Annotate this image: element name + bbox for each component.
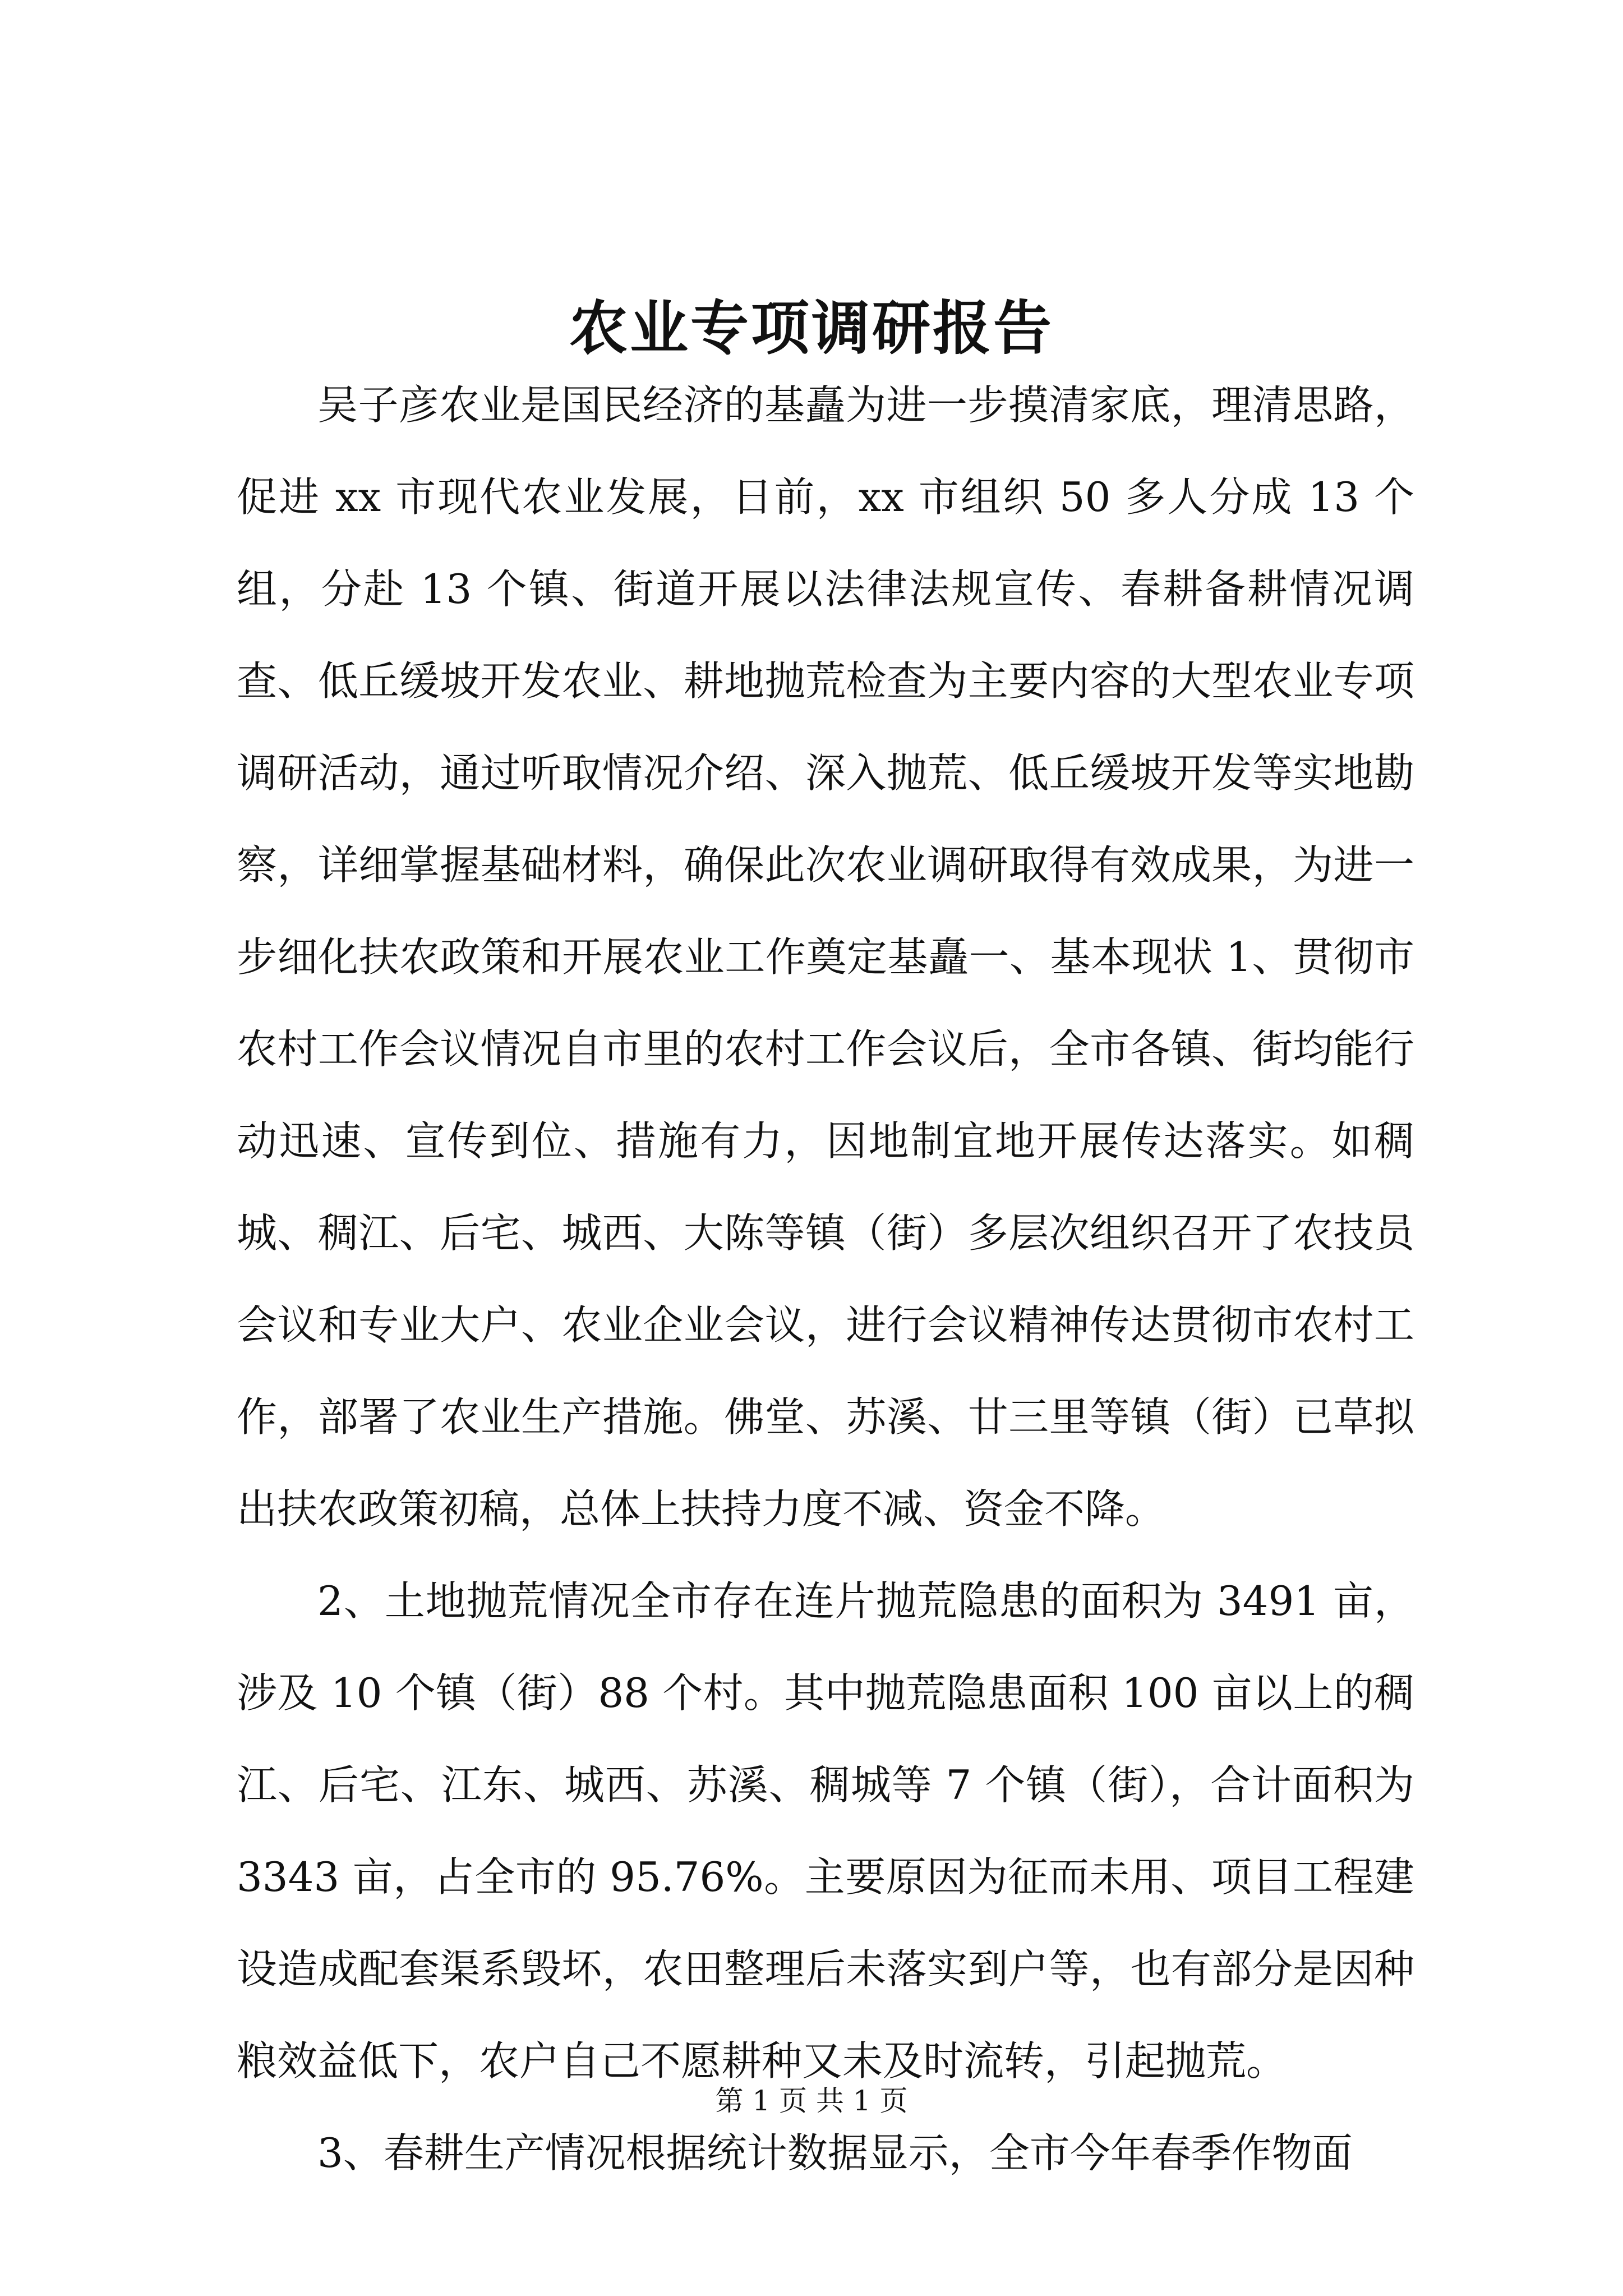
page-footer: 第 1 页 共 1 页: [715, 2085, 908, 2117]
document-body: [237, 359, 1414, 2199]
paragraph-intro: 吴子彦农业是国民经济的基矗为进一步摸清家底，理清思路，促进 xx 市现代农业发展，日前，xx 市组织 50 多人分成 13 个组，分赴 13 个镇、街道开展以法律法规宣传、春耕备耕情况调查、低丘缓坡开发农业、耕地抛荒检查为主要内容的大型农业专项调研活动，通过听取情况介绍、深入抛荒、低丘缓坡开发等实地勘察，详细掌握基础材料，确保此次农业调研取得有效成果，为进一步细化扶农政策和开展农业工作奠定基矗一、基本现状 1、贯彻市农村工作会议情况自市里的农村工作会议后，全市各镇、街均能行动迅速、宣传到位、措施有力，因地制宜地开展传达落实。如稠城、稠江、后宅、城西、大陈等镇（街）多层次组织召开了农技员会议和专业大户、农业企业会议，进行会议精神传达贯彻市农村工作，部署了农业生产措施。佛堂、苏溪、廿三里等镇（街）已草拟出扶农政策初稿，总体上扶持力度不减、资金不降。: [237, 381, 1414, 1533]
page-title: 农业专项调研报告: [569, 293, 1054, 362]
paragraph-land-abandonment: 2、土地抛荒情况全市存在连片抛荒隐患的面积为 3491 亩，涉及 10 个镇（街）88 个村。其中抛荒隐患面积 100 亩以上的稠江、后宅、江东、城西、苏溪、稠城等 7 个镇（街），合计面积为 3343 亩，占全市的 95.76%。主要原因为征而未用、项目工程建设造成配套渠系毁坏，农田整理后未落实到户等，也有部分是因种粮效益低下，农户自己不愿耕种又未及时流转，引起抛荒。: [237, 1577, 1414, 2085]
paragraph-spring-plowing: 3、春耕生产情况根据统计数据显示，全市今年春季作物面: [317, 2129, 1353, 2177]
